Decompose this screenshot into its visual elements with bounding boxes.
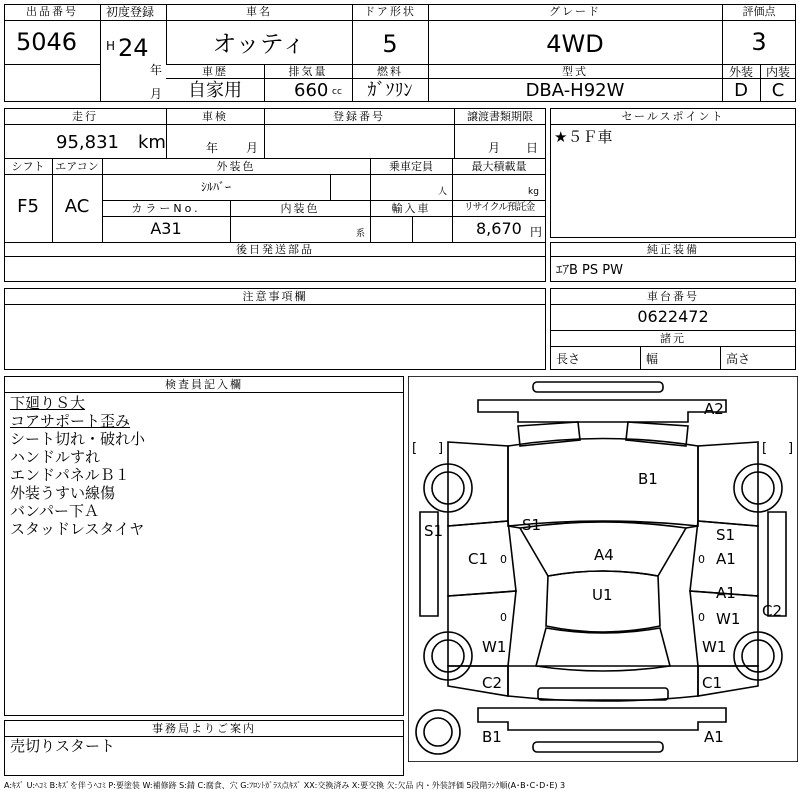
mark-a1-r1: A1 [716, 550, 736, 568]
equipment-value: ｴｱB PS PW [556, 263, 623, 278]
mark-zero: 0 [698, 611, 705, 624]
fuel-value: ｶﾞｿﾘﾝ [367, 80, 413, 101]
mark-w1-left: W1 [482, 638, 507, 656]
ac-value: AC [64, 196, 90, 217]
color-no-label: カラーNo. [131, 202, 201, 215]
equipment-label: 純正装備 [647, 243, 699, 256]
bracket: ] [788, 441, 794, 456]
mark-s1-right: S1 [716, 526, 736, 544]
sales-point-value: ★５Ｆ車 [554, 128, 613, 146]
mileage-label: 走行 [72, 110, 98, 123]
inspector-line: ハンドルすれ [10, 448, 101, 466]
displacement-value: 660 [294, 80, 329, 101]
registration-label: 登録番号 [333, 110, 385, 123]
exterior-grade-label: 外装 [728, 65, 753, 79]
doors-label: ドア形状 [364, 5, 416, 18]
inspector-line: コアサポート歪み [10, 412, 131, 430]
later-parts-label: 後日発送部品 [236, 243, 314, 256]
car-name-label: 車名 [246, 5, 272, 18]
mileage-value: 95,831 [56, 132, 119, 153]
specs-width: 幅 [646, 352, 659, 366]
score-label: 評価点 [742, 5, 776, 18]
car-diagram [408, 376, 798, 762]
doors-value: 5 [382, 30, 398, 58]
inspector-label: 検査員記入欄 [165, 378, 243, 391]
history-label: 車歴 [202, 65, 228, 78]
ac-label: エアコン [55, 160, 99, 173]
recycle-label: リサイクル預託金 [463, 202, 535, 213]
mark-s1-mid: S1 [522, 516, 542, 534]
mark-c1-left: C1 [468, 550, 489, 568]
mark-zero: 0 [500, 611, 507, 624]
bracket: [ [762, 441, 768, 456]
car-outline-svg [408, 376, 798, 762]
chassis-label: 車台番号 [647, 290, 699, 303]
bracket: [ [412, 441, 418, 456]
mark-a1-r2: A1 [716, 584, 736, 602]
specs-label: 諸元 [660, 332, 686, 345]
exterior-grade: D [734, 80, 748, 101]
model-label: 型式 [562, 65, 588, 78]
lot-label: 出品番号 [26, 5, 78, 18]
capacity-label: 乗車定員 [389, 160, 433, 173]
mark-s1-left: S1 [424, 522, 444, 540]
inspector-line: スタッドレスタイヤ [10, 520, 145, 538]
model-value: DBA-H92W [525, 80, 625, 101]
load-unit: kg [528, 187, 539, 197]
inspector-line: エンドパネルＢ１ [10, 466, 130, 484]
inspection-year-unit: 年 [206, 141, 219, 155]
mark-a2: A2 [704, 400, 724, 418]
displacement-unit: cc [332, 87, 342, 97]
mark-zero: 0 [500, 553, 507, 566]
mark-b1-rear: B1 [482, 728, 502, 746]
mark-u1: U1 [592, 586, 613, 604]
capacity-unit: 人 [438, 187, 448, 197]
inspector-line: 外装うすい線傷 [10, 484, 116, 502]
mark-a1-rear: A1 [704, 728, 724, 746]
load-label: 最大積載量 [471, 160, 527, 173]
transfer-day-unit: 日 [526, 141, 539, 155]
ext-color-value: ｼﾙﾊﾞｰ [200, 180, 231, 194]
transfer-month-unit: 月 [488, 141, 501, 155]
inspector-line: 下廻りＳ大 [10, 394, 86, 412]
int-color-unit: 系 [356, 229, 366, 239]
mark-b1-hood: B1 [638, 470, 658, 488]
legend-line: A:ｷｽﾞ U:ﾍｺﾐ B:ｷｽﾞを伴うﾍｺﾐ P:要塗装 W:補修跡 S:錆 C:腐食、穴 G:ﾌﾛﾝﾄｶﾞﾗｽ点ｷｽﾞ XX:交換済み X:要交換 欠:欠品 内・外装評価 5段階ﾗﾝｸ順(A･B･C･D･E) 3 [4, 781, 566, 790]
recycle-value: 8,670 [476, 219, 522, 238]
grade-value: 4WD [546, 30, 604, 58]
mark-w1-r1: W1 [716, 610, 741, 628]
notes-label: 注意事項欄 [242, 290, 308, 303]
mark-a4: A4 [594, 546, 614, 564]
chassis-value: 0622472 [637, 307, 709, 326]
score-value: 3 [751, 28, 767, 56]
mark-c1-right: C1 [702, 674, 723, 692]
first-reg-year-unit: 年 [150, 63, 163, 77]
int-color-label: 内装色 [280, 202, 320, 215]
shift-label: シフト [11, 160, 45, 173]
office-value: 売切りスタート [10, 737, 116, 755]
displacement-label: 排気量 [288, 65, 328, 78]
interior-grade: C [771, 80, 785, 101]
inspection-label: 車検 [202, 110, 228, 123]
grade-label: グレード [549, 5, 601, 18]
specs-length: 長さ [556, 352, 581, 366]
lot-number: 5046 [16, 28, 78, 56]
inspection-month-unit: 月 [246, 141, 259, 155]
interior-grade-label: 内装 [765, 65, 790, 79]
color-no-value: A31 [150, 219, 182, 238]
shift-value: F5 [17, 196, 39, 217]
first-reg-year: 24 [118, 34, 149, 62]
first-reg-era: H [106, 39, 116, 53]
ext-color-label: 外装色 [216, 160, 256, 173]
mileage-unit: km [138, 132, 166, 153]
first-reg-label: 初度登録 [106, 5, 155, 19]
mark-c2-right: C2 [762, 602, 783, 620]
history-value: 自家用 [188, 80, 242, 101]
car-name: オッティ [212, 30, 306, 58]
inspector-line: バンパー下Ａ [10, 502, 99, 520]
first-reg-month-unit: 月 [150, 87, 163, 101]
fuel-label: 燃料 [377, 65, 403, 78]
mark-w1-r2: W1 [702, 638, 727, 656]
import-label: 輸入車 [391, 202, 431, 215]
mark-c2-left: C2 [482, 674, 503, 692]
mark-zero: 0 [698, 553, 705, 566]
bracket: ] [438, 441, 444, 456]
specs-height: 高さ [726, 352, 751, 366]
sales-point-label: セールスポイント [621, 110, 725, 123]
recycle-unit: 円 [530, 225, 543, 239]
transfer-label: 譲渡書類期限 [467, 110, 533, 123]
inspector-line: シート切れ・破れ小 [10, 430, 146, 448]
office-label: 事務局よりご案内 [152, 722, 256, 735]
